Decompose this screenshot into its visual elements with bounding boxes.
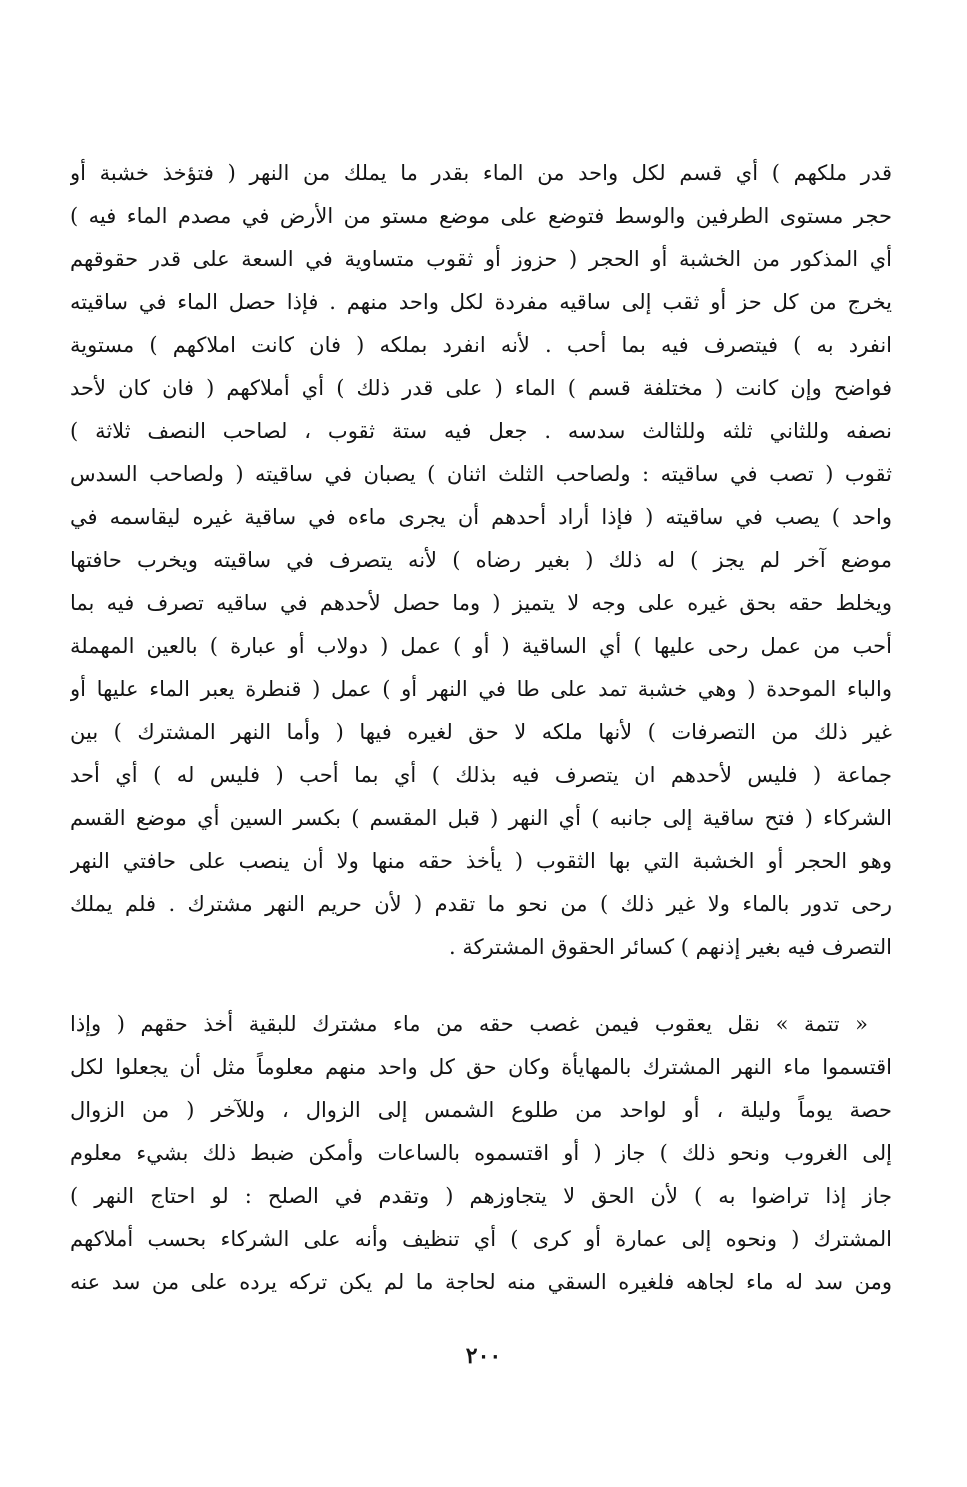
text-line: واحد ) يصب في ساقيته ( فإذا أراد أحدهم أن يجرى ماءه في ساقية غيره ليقاسمه في [70, 505, 892, 529]
text-line: المشترك ( ونحوه إلى عمارة أو كرى ) أي تنظيف وأنه على الشركاء بحسب أملاكهم [70, 1227, 892, 1251]
text-line: رحى تدور بالماء ولا غير ذلك ) من نحو ما تقدم ( لأن حريم النهر مشترك . فلم يملك [70, 892, 892, 916]
text-line: قدر ملكهم ) أي قسم لكل واحد من الماء بقدر ما يملك من النهر ( فتؤخذ خشبة أو [70, 161, 892, 185]
text-line: جماعة ( فليس لأحدهم ان يتصرف فيه بذلك ) أي بما أحب ( فليس له ) أي أحد [70, 763, 892, 787]
text-line: يخرج من كل حز أو ثقب إلى ساقيه مفردة لكل واحد منهم . فإذا حصل الماء في ساقيته [70, 290, 892, 314]
text-line: إلى الغروب ونحو ذلك ) جاز ( أو اقتسموه بالساعات وأمكن ضبط ذلك بشيء معلوم [70, 1141, 892, 1165]
text-line: الشركاء ( فتح ساقية إلى جانبه ) أي النهر ( قبل المقسم ) بكسر السين أي موضع القسم [70, 806, 892, 830]
text-line: والباء الموحدة ( وهي خشبة تمد على طا في النهر أو ) عمل ( قنطرة يعبر الماء عليها أو [70, 677, 892, 701]
text-line: نصفه وللثاني ثلثه وللثالث سدسه . جعل فيه ستة ثقوب ، لصاحب النصف ثلاثة ) [70, 419, 892, 443]
text-line: ويخلط حقه بحق غيره على وجه لا يتميز ( وما حصل لأحدهم في ساقيه تصرف فيه بما [70, 591, 892, 615]
paragraph-main [70, 152, 892, 969]
text-line: انفرد به ) فيتصرف فيه بما أحب . لأنه انفرد بملكه ( فان كانت املاكهم ) مستوية [70, 333, 892, 357]
paragraph-supplement [70, 1003, 892, 1304]
text-line: التصرف فيه بغير إذنهم ) كسائر الحقوق المشتركة . [448, 935, 892, 959]
text-line: اقتسموا ماء النهر المشترك بالمهايأة وكان حق كل واحد منهم معلوماً مثل أن يجعلوا لكل [70, 1055, 892, 1079]
text-line: فواضح وإن كانت ( مختلفة قسم ) الماء ( على قدر ذلك ) أي أملاكهم ( فان كان لأحد [70, 376, 892, 400]
text-line: حجر مستوى الطرفين والوسط فتوضع على موضع مستو من الأرض في مصدم الماء فيه ) [70, 204, 892, 228]
text-line: غير ذلك من التصرفات ) لأنها ملكه لا حق لغيره فيها ( وأما النهر المشترك ) بين [70, 720, 892, 744]
text-line: أحب من عمل رحى عليها ) أي الساقية ( أو ) عمل ( دولاب أو عبارة ) بالعين المهملة [70, 634, 892, 658]
text-line: « تتمة » نقل يعقوب فيمن غصب حقه من ماء مشترك للبقية أخذ حقهم ( وإذا [70, 1012, 868, 1036]
text-line: أي المذكور من الخشبة أو الحجر ( حزوز أو ثقوب متساوية في السعة على قدر حقوقهم [70, 247, 892, 271]
text-line: حصة يوماً وليلة ، أو لواحد من طلوع الشمس إلى الزوال ، وللآخر ( من الزوال [70, 1098, 892, 1122]
text-line: جاز إذا تراضوا به ) لأن الحق لا يتجاوزهم ( وتقدم في الصلح : لو احتاج النهر ) [70, 1184, 892, 1208]
text-line: ثقوب ( تصب في ساقيته : ولصاحب الثلث اثنان ) يصبان في ساقيته ( ولصاحب السدس [70, 462, 892, 486]
text-line: موضع آخر لم يجز ) له ذلك ( بغير رضاه ) لأنه يتصرف في ساقيته ويخرب حافتها [70, 548, 892, 572]
page-number: ٢٠٠ [465, 1343, 502, 1369]
text-line: ومن سد له ماء لجاهه فلغيره السقي منه لحاجة ما لم يكن تركه يرده على من سد عنه [70, 1270, 892, 1294]
text-line: وهو الحجر أو الخشبة التي بها الثقوب ( يأخذ حقه منها ولا أن ينصب على حافتي النهر [70, 849, 892, 873]
